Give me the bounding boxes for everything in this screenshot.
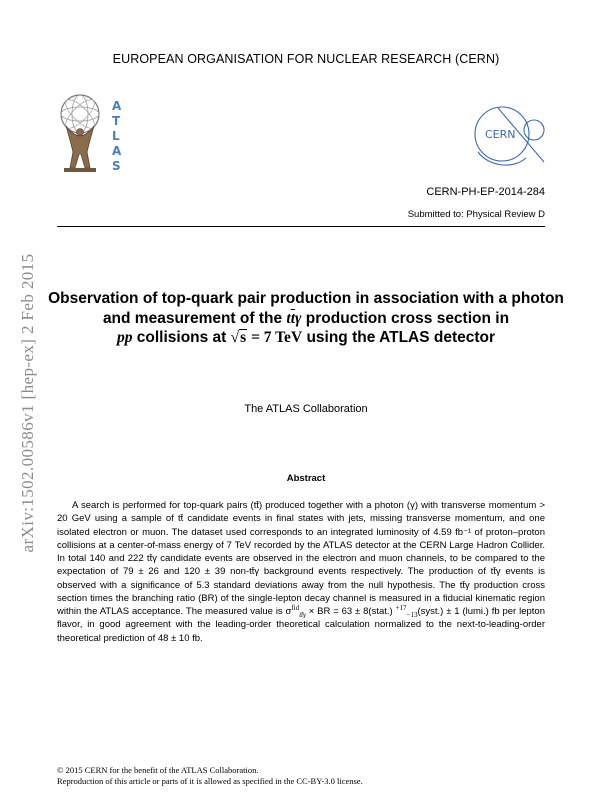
title-math-ttgamma: $t\overline{t}\gamma$ <box>286 309 302 327</box>
title-part-1: Observation of top-quark pair production in association with a photon and measurement of the <box>48 290 564 327</box>
abstract-syst-sup: +17 <box>395 603 407 612</box>
license-notice: Reproduction of this article or parts of it is allowed as specified in the CC-BY-3.0 license. <box>57 776 363 786</box>
submitted-to: Submitted to: Physical Review D <box>407 209 545 220</box>
atlas-logo-letter: T <box>112 114 121 128</box>
atlas-logo-letter: S <box>112 159 121 173</box>
title-math-pp: pp <box>116 329 133 347</box>
atlas-logo <box>54 92 128 174</box>
title-part-2: production cross section in <box>301 309 510 327</box>
header-rule <box>57 226 545 227</box>
title-math-s: s <box>240 329 247 347</box>
report-number: CERN-PH-EP-2014-284 <box>426 186 545 198</box>
title-math-sqrt-s: √s <box>230 329 247 347</box>
paper-title <box>40 289 572 348</box>
atlas-logo-letter: L <box>112 129 120 143</box>
footer <box>57 765 363 787</box>
abstract-fid-sup: fid <box>291 603 300 612</box>
abstract-text-2: × BR = 63 ± 8(stat.) <box>305 606 396 617</box>
copyright-notice: © 2015 CERN for the benefit of the ATLAS Collaboration. <box>57 765 259 775</box>
organisation-header: EUROPEAN ORGANISATION FOR NUCLEAR RESEARCH (CERN) <box>112 52 500 66</box>
authors: The ATLAS Collaboration <box>244 403 368 415</box>
arxiv-stamp-text: arXiv:1502.00586v1 [hep-ex] 2 Feb 2015 <box>18 253 37 553</box>
abstract-fid-sub: tt̄γ <box>299 610 306 619</box>
title-part-3: collisions at <box>132 329 231 347</box>
title-part-4: using the ATLAS detector <box>302 329 496 347</box>
cern-logo <box>468 100 548 180</box>
abstract-text-3: (syst.) ± 1 (lumi.) fb per lepton flavor, in good agreement with the leading-order theoretical calculation normalized to the next-to-leading-order theoretical prediction of 48 ± 10 fb. <box>57 606 545 644</box>
cern-logo-text: CERN <box>485 128 516 141</box>
atlas-logo-letter: A <box>112 99 122 113</box>
abstract-heading: Abstract <box>286 473 326 484</box>
abstract-body <box>57 499 545 645</box>
atlas-logo-letter: A <box>112 144 122 158</box>
title-math-energy: = 7 TeV <box>247 329 303 347</box>
abstract-text: A search is performed for top-quark pairs (tt̄) produced together with a photon (γ) with transverse momentum > 20 GeV using a sample of tt̄ candidate events in final states with jets, missing transverse momentum, and one isolated electron or muon. The dataset used corresponds to an integrated luminosity of 4.59 fb⁻¹ of proton–proton collisions at a center-of-mass energy of 7 TeV recorded by the ATLAS detector at the CERN Large Hadron Collider. In total 140 and 222 tt̄γ candidate events are observed in the electron and muon channels, to be compared to the expectation of 79 ± 26 and 120 ± 39 non-tt̄γ background events respectively. The production of tt̄γ events is observed with a significance of 5.3 standard deviations away from the null hypothesis. The tt̄γ production cross section times the branching ratio (BR) of the single-lepton decay channel is measured in a fiducial kinematic region within the ATLAS acceptance. The measured value is σ <box>57 500 545 617</box>
abstract-syst-sub: −13 <box>406 610 418 619</box>
